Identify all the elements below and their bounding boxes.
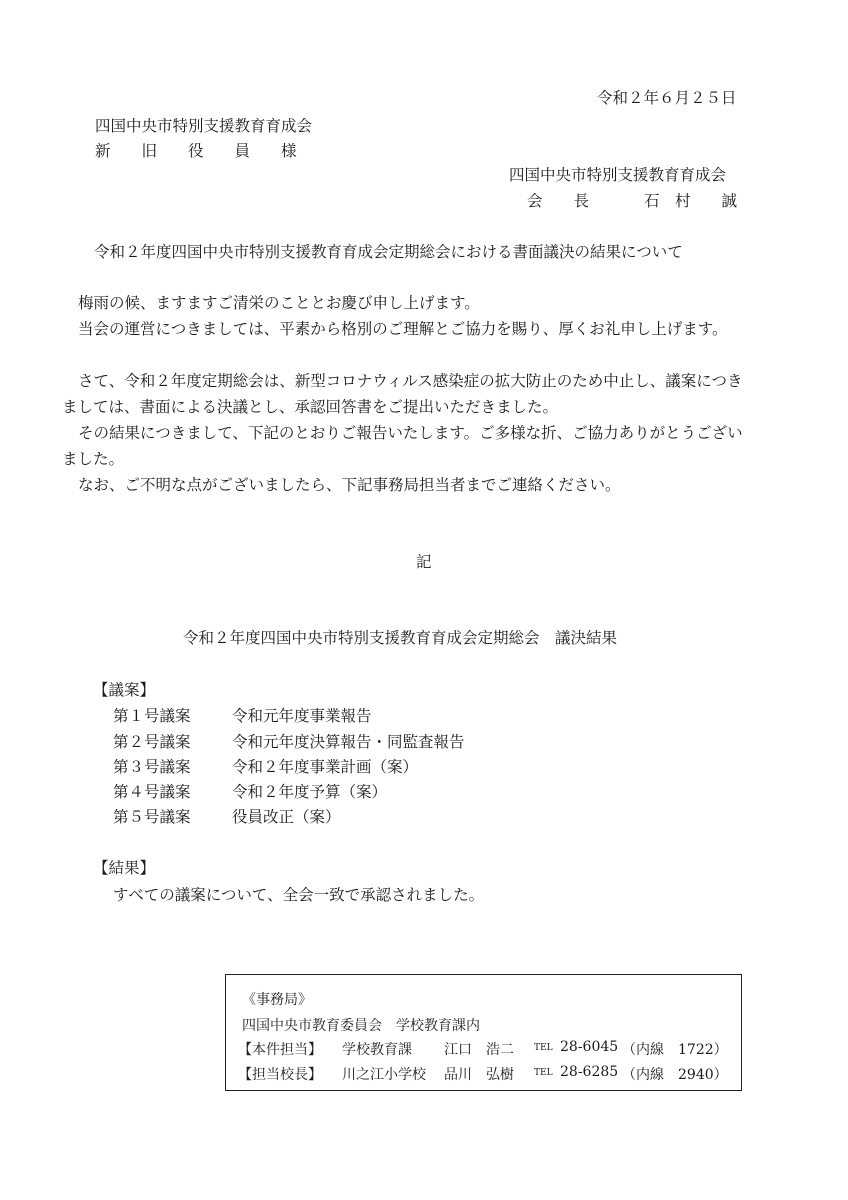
agenda-item-title: 令和２年度事業計画（案） [232,758,419,776]
result-title: 令和２年度四国中央市特別支援教育育成会定期総会 議決結果 [183,629,618,647]
agenda-item-number: 第２号議案 [113,733,191,751]
agenda-item-title: 令和元年度事業報告 [232,707,372,725]
body-paragraph-report: その結果につきまして、下記のとおりご報告いたします。ご多様な折、ご協力ありがとうございました。 [62,424,743,468]
result-text: すべての議案について、全会一致で承認されました。 [113,886,485,904]
sender-name: 石 村 誠 [644,192,738,210]
contact-name: 江口 浩二 [444,1042,514,1058]
body-paragraph-greeting: 梅雨の候、ますますご清栄のこととお慶び申し上げます。 [78,294,480,312]
tel-mark: TEL [534,1068,553,1078]
subject-line: 令和２年度四国中央市特別支援教育育成会定期総会における書面議決の結果について [94,243,683,261]
office-contact-box [225,974,742,1091]
agenda-item-number: 第１号議案 [113,707,191,725]
agenda-item-title: 役員改正（案） [232,808,341,826]
contact-unit: 川之江小学校 [342,1067,426,1083]
ki-marker: 記 [416,553,432,571]
contact-tel: 28-6285 [560,1064,619,1080]
sender-org: 四国中央市特別支援教育育成会 [509,166,727,184]
result-heading: 【結果】 [93,859,156,877]
agenda-item-number: 第３号議案 [113,758,191,776]
body-paragraph-meeting: さて、令和２年度定期総会は、新型コロナウィルス感染症の拡大防止のため中止し、議案につきましては、書面による決議とし、承認回答書をご提出いただきました。 [62,372,743,416]
contact-extension: （内線 1722） [622,1042,728,1058]
body-paragraph-thanks: 当会の運営につきましては、平素から格別のご理解とご協力を賜り、厚くお礼申し上げます。 [78,320,728,338]
agenda-item-title: 令和元年度決算報告・同監査報告 [232,733,465,751]
contact-role: 【担当校長】 [238,1067,322,1083]
sender-position: 会 長 [527,192,590,210]
tel-mark: TEL [534,1043,553,1053]
body-paragraph-contact: なお、ご不明な点がございましたら、下記事務局担当者までご連絡ください。 [78,476,621,494]
recipient-title: 新 旧 役 員 様 [95,142,297,160]
recipient-org: 四国中央市特別支援教育育成会 [95,117,313,135]
contact-extension: （内線 2940） [622,1067,728,1083]
office-dept: 四国中央市教育委員会 学校教育課内 [242,1018,480,1034]
agenda-item-title: 令和２年度予算（案） [232,783,388,801]
contact-unit: 学校教育課 [342,1042,412,1058]
agenda-heading: 【議案】 [93,681,156,699]
document-date: 令和２年６月２５日 [597,89,737,107]
contact-name: 品川 弘樹 [444,1067,514,1083]
agenda-item-number: 第４号議案 [113,783,191,801]
office-label: 《事務局》 [242,992,312,1008]
agenda-item-number: 第５号議案 [113,808,191,826]
contact-tel: 28-6045 [560,1039,619,1055]
contact-role: 【本件担当】 [238,1042,322,1058]
